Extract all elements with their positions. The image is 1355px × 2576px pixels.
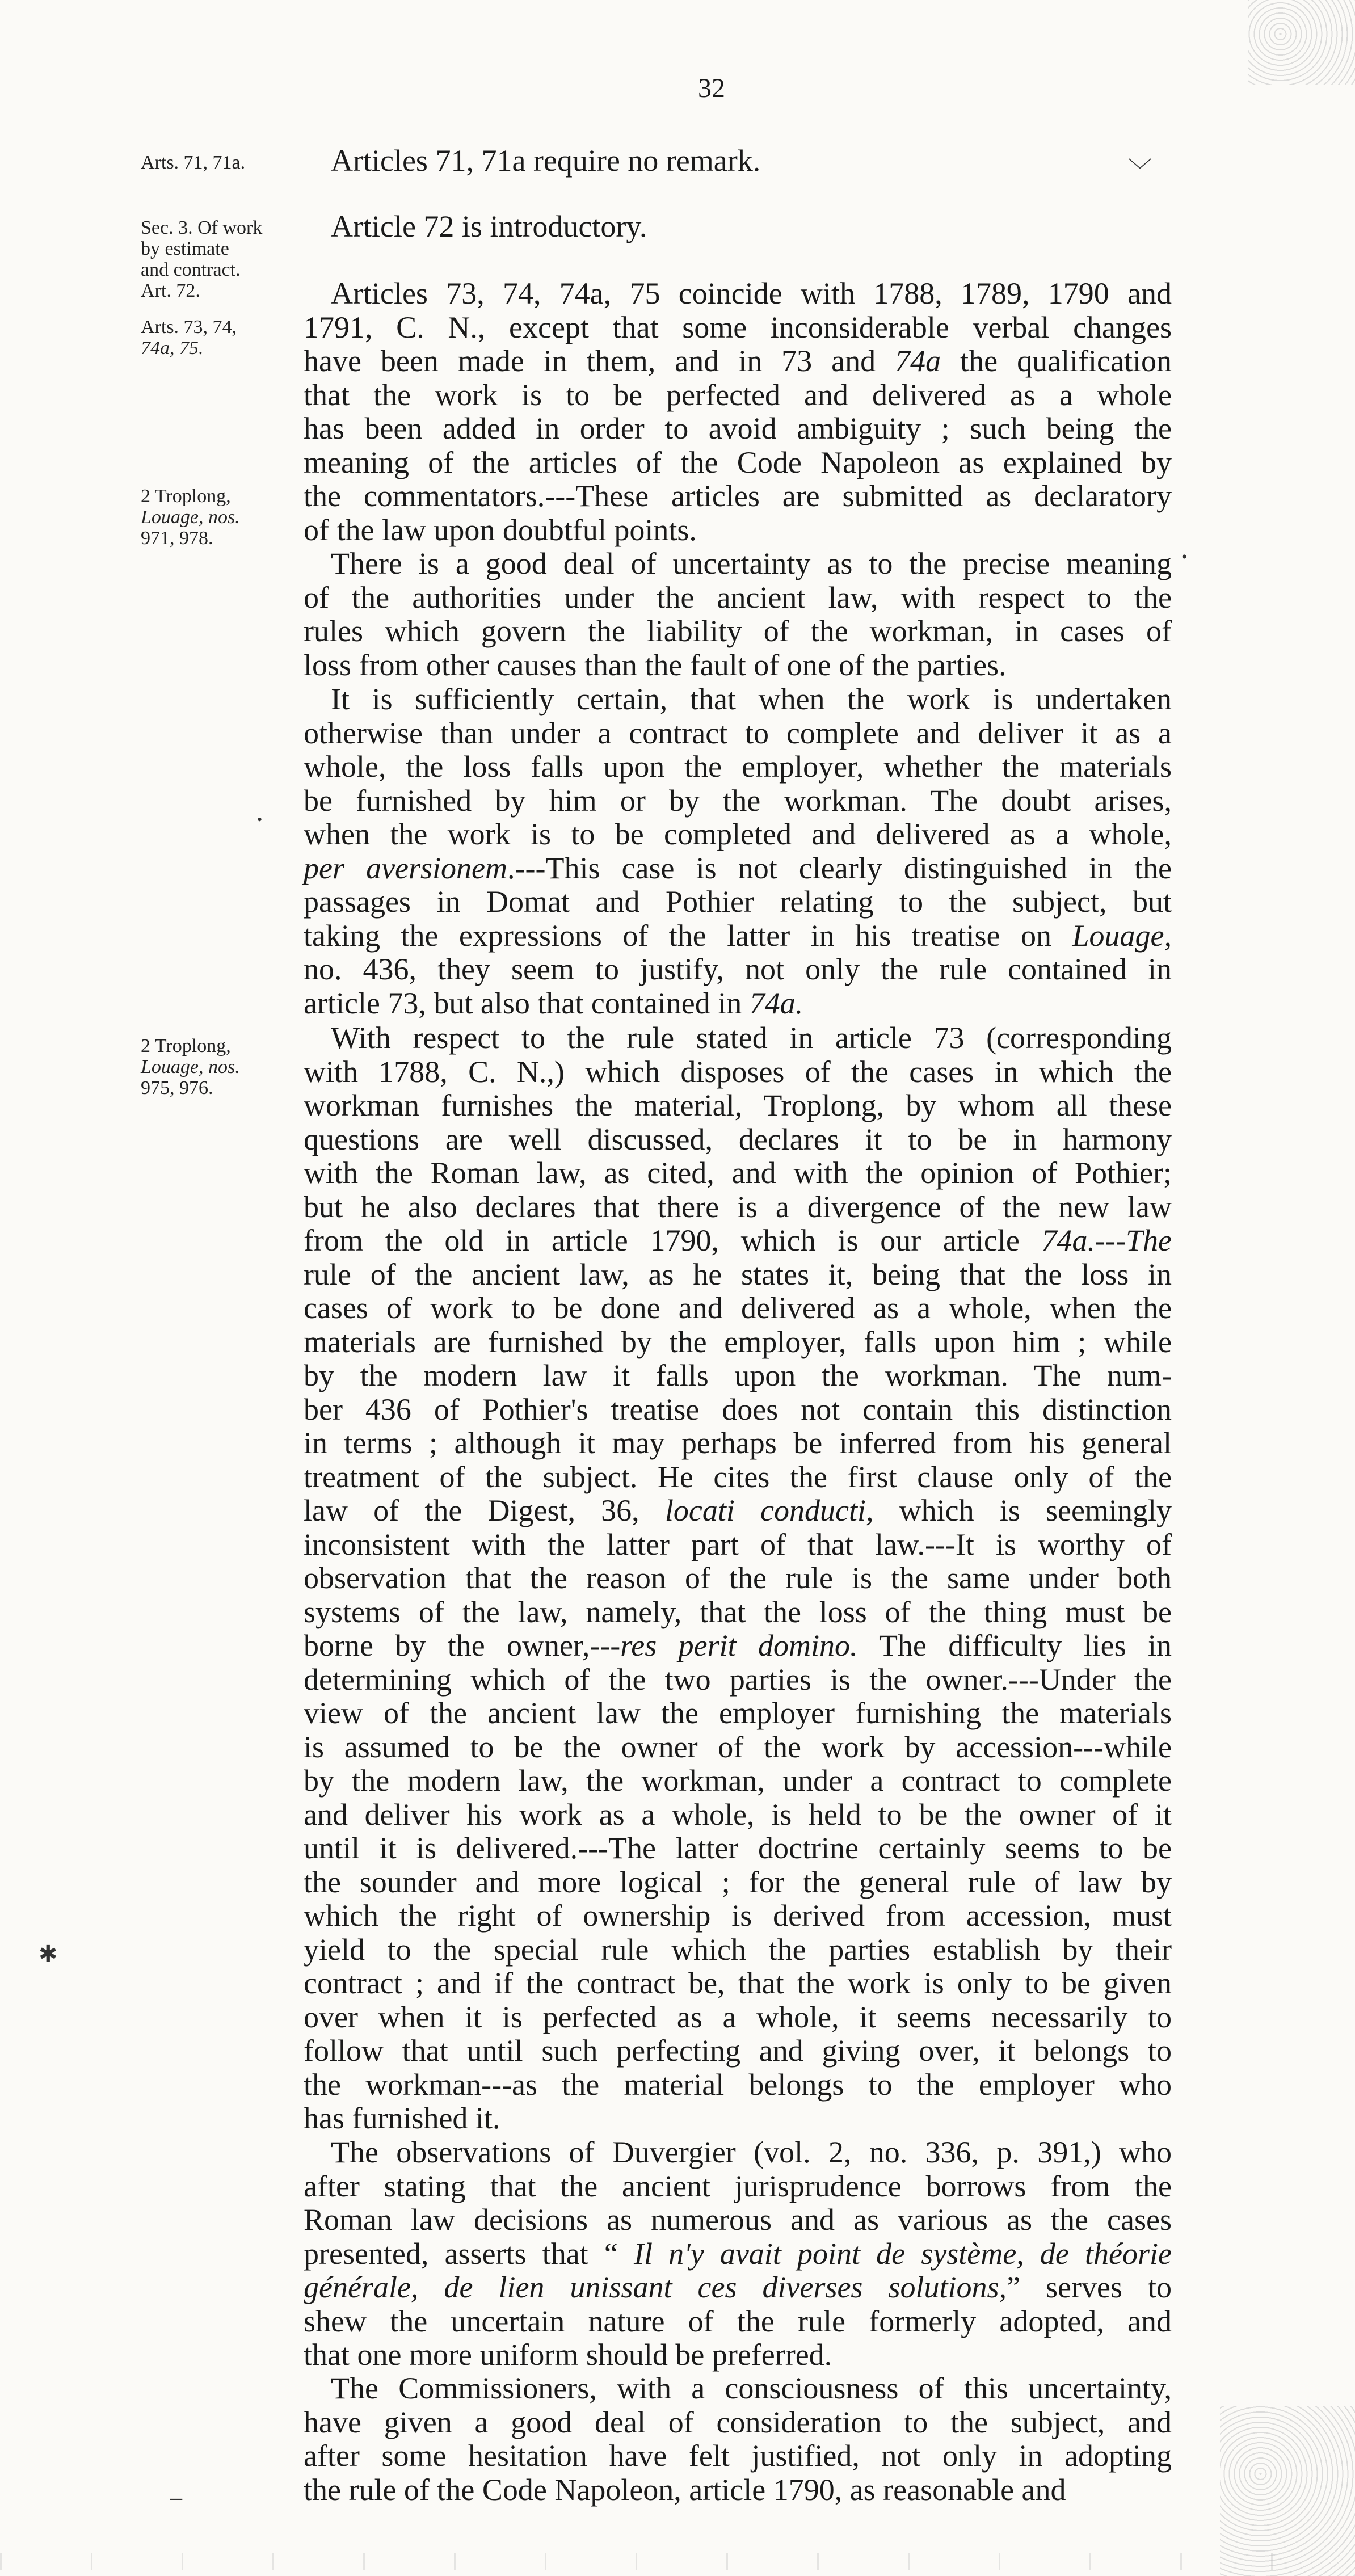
text-line: Roman law decisions as numerous and as various as the cases — [304, 2203, 1172, 2237]
margin-note-troplong-2 — [141, 1036, 305, 1098]
page-number: 32 — [698, 73, 725, 103]
text-line: meaning of the articles of the Code Napoleon as explained by — [304, 445, 1172, 479]
text-line: that one more uniform should be preferred. — [304, 2338, 832, 2372]
text-line: systems of the law, namely, that the loss of the thing must be — [304, 1594, 1172, 1629]
text-line: by the modern law, the workman, under a contract to complete — [304, 1763, 1172, 1798]
text-line: 1791, C. N., except that some inconsiderable verbal changes — [304, 310, 1172, 344]
text-line: have given a good deal of consideration to the subject, and — [304, 2405, 1172, 2439]
paragraph-4 — [304, 547, 1172, 682]
page-speckle — [1220, 2406, 1355, 2576]
stray-asterisk: ✱ — [39, 1941, 58, 1967]
text-line: with the Roman law, as cited, and with the opinion of Pothier; — [304, 1156, 1172, 1190]
text-line: With respect to the rule stated in article 73 (corresponding — [331, 1021, 1172, 1055]
paragraph-2 — [304, 210, 1172, 244]
text-line: questions are well discussed, declares it to be in harmony — [304, 1122, 1172, 1156]
text-line: the commentators.---These articles are submitted as declaratory — [304, 479, 1172, 513]
paragraph-6 — [304, 1021, 1172, 2136]
stray-dash: – — [170, 2485, 182, 2511]
text-line: ber 436 of Pothier's treatise does not contain this distinction — [304, 1392, 1172, 1426]
text-line: with 1788, C. N.,) which disposes of the cases in which the — [304, 1054, 1172, 1089]
text-line: have been made in them, and in 73 and 74a the qualification — [304, 344, 1172, 378]
paragraph-8 — [304, 2372, 1172, 2507]
stray-dot: • — [1181, 548, 1188, 566]
page-speckle — [1248, 0, 1355, 85]
stray-dot: • — [257, 811, 263, 828]
text-line: whole, the loss falls upon the employer, whether the materials — [304, 750, 1172, 784]
text-line: There is a good deal of uncertainty as to the precise meaning — [331, 546, 1172, 580]
margin-note-line: 74a, 75. — [141, 338, 204, 359]
margin-note-arts-71 — [141, 152, 305, 173]
text-line: the workman---as the material belongs to the employer who — [304, 2067, 1172, 2102]
text-line: rules which govern the liability of the workman, in cases of — [304, 614, 1172, 648]
text-line: shew the uncertain nature of the rule formerly adopted, and — [304, 2304, 1172, 2338]
page-edge — [0, 2553, 1355, 2570]
text-line: rule of the ancient law, as he states it, being that the loss in — [304, 1257, 1172, 1291]
text-line: follow that until such perfecting and giving over, it belongs to — [304, 2034, 1172, 2068]
paragraph-3 — [304, 277, 1172, 547]
text-line: borne by the owner,---res perit domino. The difficulty lies in — [304, 1628, 1172, 1662]
text-line: the sounder and more logical ; for the general rule of law by — [304, 1864, 1172, 1899]
text-line: of the authorities under the ancient law, with respect to the — [304, 580, 1172, 614]
text-line: has furnished it. — [304, 2101, 500, 2135]
text-line: cases of work to be done and delivered as a whole, when the — [304, 1291, 1172, 1325]
text-line: générale, de lien unissant ces diverses solutions,” serves to — [304, 2270, 1172, 2304]
margin-note-text: Arts. 71, 71a. — [141, 152, 246, 173]
paragraph-1 — [304, 144, 1172, 178]
margin-note-troplong-1 — [141, 486, 305, 549]
margin-note-line: Art. 72. — [141, 280, 200, 301]
paragraph-7 — [304, 2136, 1172, 2372]
text-line: no. 436, they seem to justify, not only the rule contained in — [304, 952, 1172, 986]
text-line: by the modern law it falls upon the workman. The num- — [304, 1358, 1172, 1392]
text-line: Articles 71, 71a require no remark. — [331, 144, 761, 178]
text-line: determining which of the two parties is the owner.---Under the — [304, 1662, 1172, 1697]
margin-note-line: 975, 976. — [141, 1077, 213, 1098]
margin-note-line: by estimate — [141, 238, 229, 259]
text-line: inconsistent with the latter part of that law.---It is worthy of — [304, 1527, 1172, 1561]
margin-note-line: Arts. 73, 74, — [141, 317, 237, 338]
text-line: when the work is to be completed and delivered as a whole, — [304, 817, 1172, 851]
text-line: loss from other causes than the fault of one of the parties. — [304, 647, 1007, 682]
text-line: otherwise than under a contract to complete and deliver it as a — [304, 715, 1172, 750]
text-line: contract ; and if the contract be, that the work is only to be given — [304, 1966, 1172, 2000]
margin-note-line: and contract. — [141, 259, 241, 280]
text-line: and deliver his work as a whole, is held to be the owner of it — [304, 1797, 1172, 1832]
margin-note-line: Louage, nos. — [141, 1057, 240, 1077]
text-line: The observations of Duvergier (vol. 2, no. 336, p. 391,) who — [331, 2135, 1172, 2169]
text-line: but he also declares that there is a divergence of the new law — [304, 1189, 1172, 1224]
text-line: yield to the special rule which the parties establish by their — [304, 1932, 1172, 1967]
text-line: the rule of the Code Napoleon, article 1790, as reasonable and — [304, 2472, 1066, 2507]
text-line: has been added in order to avoid ambiguity ; such being the — [304, 411, 1172, 445]
text-line: after some hesitation have felt justified, not only in adopting — [304, 2439, 1172, 2473]
text-line: Article 72 is introductory. — [331, 209, 647, 243]
text-line: of the law upon doubtful points. — [304, 512, 697, 547]
margin-note-arts-73 — [141, 317, 305, 359]
text-line: observation that the reason of the rule is the same under both — [304, 1561, 1172, 1595]
text-line: is assumed to be the owner of the work by accession---while — [304, 1729, 1172, 1764]
text-line: law of the Digest, 36, locati conducti, which is seemingly — [304, 1493, 1172, 1527]
margin-note-line: Louage, nos. — [141, 507, 240, 528]
text-line: passages in Domat and Pothier relating to the subject, but — [304, 885, 1172, 919]
stray-mark: ﹀ — [1128, 158, 1152, 184]
text-line: per aversionem.---This case is not clearly distinguished in the — [304, 851, 1172, 885]
margin-note-sec-3 — [141, 217, 305, 301]
margin-note-line: 971, 978. — [141, 528, 213, 549]
text-line: It is sufficiently certain, that when the work is undertaken — [331, 682, 1172, 716]
text-line: from the old in article 1790, which is our article 74a.---The — [304, 1223, 1172, 1257]
text-line: over when it is perfected as a whole, it seems necessarily to — [304, 2000, 1172, 2034]
text-line: article 73, but also that contained in 74a. — [304, 986, 803, 1020]
paragraph-5 — [304, 683, 1172, 1020]
text-line: materials are furnished by the employer, falls upon him ; while — [304, 1324, 1172, 1359]
margin-note-line: 2 Troplong, — [141, 486, 231, 507]
text-line: taking the expressions of the latter in his treatise on Louage, — [304, 918, 1172, 953]
text-line: be furnished by him or by the workman. The doubt arises, — [304, 783, 1172, 818]
text-line: presented, asserts that “ Il n'y avait point de système, de théorie — [304, 2236, 1172, 2271]
text-line: which the right of ownership is derived from accession, must — [304, 1899, 1172, 1933]
text-line: treatment of the subject. He cites the first clause only of the — [304, 1459, 1172, 1494]
text-line: The Commissioners, with a consciousness of this uncertainty, — [331, 2371, 1172, 2405]
text-line: after stating that the ancient jurisprudence borrows from the — [304, 2169, 1172, 2203]
text-line: in terms ; although it may perhaps be inferred from his general — [304, 1426, 1172, 1460]
text-line: workman furnishes the material, Troplong, by whom all these — [304, 1088, 1172, 1122]
text-line: view of the ancient law the employer furnishing the materials — [304, 1696, 1172, 1730]
margin-note-line: Sec. 3. Of work — [141, 217, 263, 238]
margin-note-line: 2 Troplong, — [141, 1036, 231, 1057]
text-line: that the work is to be perfected and delivered as a whole — [304, 377, 1172, 412]
text-line: until it is delivered.---The latter doctrine certainly seems to be — [304, 1831, 1172, 1865]
text-line: Articles 73, 74, 74a, 75 coincide with 1788, 1789, 1790 and — [331, 276, 1172, 310]
